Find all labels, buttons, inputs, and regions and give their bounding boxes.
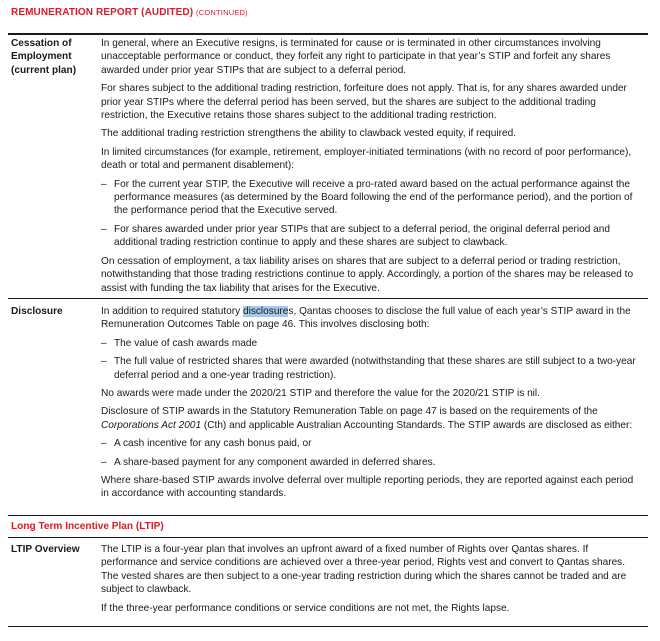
bullet-text: For shares awarded under prior year STIPs that are subject to a deferral period, the original deferral period and additional trading restriction continue to apply and these shares are subject to clawback. — [114, 223, 610, 249]
disclosure-p1-text-a: In addition to required statutory — [101, 306, 243, 317]
disclosure-paragraph-3 — [101, 405, 641, 432]
cessation-bullet-2 — [101, 223, 641, 250]
cessation-bullet-1 — [101, 178, 641, 218]
bullet-text: The full value of restricted shares that were awarded (notwithstanding that these shares are still subject to a two-year deferral period and a one-year trading restriction). — [114, 356, 636, 381]
disclosure-p3-text-a: Disclosure of STIP awards in the Statutory Remuneration Table on page 47 is based on the requirements of the — [101, 406, 598, 418]
continued-label: (CONTINUED) — [196, 8, 248, 17]
bullet-text: The value of cash awards made — [114, 337, 258, 349]
corporations-act-title: Corporations Act 2001 — [101, 419, 202, 431]
cessation-body — [101, 37, 641, 300]
divider-disclosure — [8, 515, 648, 516]
ltip-overview-label: LTIP Overview — [11, 544, 80, 555]
disclosure-body — [101, 305, 641, 506]
disclosure-paragraph-2: No awards were made under the 2020/21 STIP and therefore the value for the 2020/21 STIP is nil. — [101, 388, 540, 400]
bullet-dash: – — [101, 337, 107, 349]
report-title: REMUNERATION REPORT (AUDITED) — [11, 7, 194, 18]
bullet-dash: – — [101, 438, 107, 450]
disclosure-paragraph-1 — [101, 305, 641, 332]
cessation-paragraph-5: On cessation of employment, a tax liability arises on shares that are subject to a deferral period or trading restriction, notwithstanding that those trading restrictions continue to apply. Accordingly, a portion of the shares may be released to assist with funding the tax liability that arises for the Executive. — [101, 255, 634, 294]
disclosure-bullet-4 — [101, 456, 641, 469]
disclosure-p3-text-b: (Cth) and applicable Australian Accounting Standards. The STIP awards are disclosed as either: — [201, 419, 633, 431]
bullet-dash: – — [101, 456, 107, 468]
bullet-text: A share-based payment for any component awarded in deferred shares. — [114, 456, 436, 468]
disclosure-paragraph-4: Where share-based STIP awards involve deferral over multiple reporting periods, they are reported against each period in accordance with accounting standards. — [101, 475, 634, 500]
cessation-label — [11, 37, 76, 77]
ltip-section-title: Long Term Incentive Plan (LTIP) — [11, 521, 164, 532]
bullet-dash: – — [101, 356, 107, 368]
disclosure-bullet-1 — [101, 337, 641, 350]
bullet-text: A cash incentive for any cash bonus paid, or — [114, 438, 312, 450]
divider-ltip-title — [8, 537, 648, 538]
top-rule — [8, 33, 648, 35]
ltip-overview-body — [101, 543, 641, 620]
cessation-paragraph-3: The additional trading restriction strengthens the ability to clawback vested equity, if required. — [101, 128, 517, 140]
ltip-paragraph-1: The LTIP is a four-year plan that involves an upfront award of a fixed number of Rights over Qantas shares. If performance and service conditions are achieved over a three-year period, Rights vest and convert to Qantas shares. The vested shares are then subject to a one-year trading restriction during which the shares cannot be traded and are subject to clawback. — [101, 544, 627, 596]
cessation-label-line-2: Employment — [11, 51, 72, 63]
disclosure-bullet-3 — [101, 437, 641, 450]
cessation-paragraph-1: In general, where an Executive resigns, is terminated for cause or is terminated in other circumstances involving unacceptable performance or conduct, they forfeit any right to participate in that year’s STIP and forfeit any shares awarded under prior year STIPs that are subject to a deferral period. — [101, 38, 611, 76]
cessation-label-line-1: Cessation of — [11, 38, 72, 49]
disclosure-p1-text-b: s, Qantas chooses to disclose the full value of each year’s STIP award in the Remuneration Outcomes Table on page 46. This involves disclosing both: — [101, 306, 631, 331]
disclosure-label: Disclosure — [11, 306, 63, 317]
bottom-rule — [8, 626, 648, 627]
disclosure-bullet-2 — [101, 355, 641, 382]
cessation-label-line-3: (current plan) — [11, 64, 77, 76]
bullet-dash: – — [101, 223, 107, 235]
cessation-paragraph-2: For shares subject to the additional trading restriction, forfeiture does not apply. That is, for any shares awarded under prior year STIPs where the deferral period has been served, but the shares are subject to the additional trading restriction, the Executive retains those shares subject to the additional trading restriction. — [101, 83, 627, 122]
divider-cessation — [8, 298, 648, 299]
bullet-text: For the current year STIP, the Executive will receive a pro-rated award based on the actual performance against the performance measures (as determined by the Board following the end of the performance period), and the portion of the performance period that the Executive served. — [114, 178, 633, 217]
report-header — [11, 6, 248, 19]
selected-text-highlight[interactable]: disclosure — [242, 306, 289, 317]
cessation-paragraph-4: In limited circumstances (for example, retirement, employer-initiated terminations (with no record of poor performance), death or total and permanent disablement): — [101, 146, 632, 172]
bullet-dash: – — [101, 178, 107, 190]
ltip-paragraph-2: If the three-year performance conditions or service conditions are not met, the Rights lapse. — [101, 602, 510, 614]
